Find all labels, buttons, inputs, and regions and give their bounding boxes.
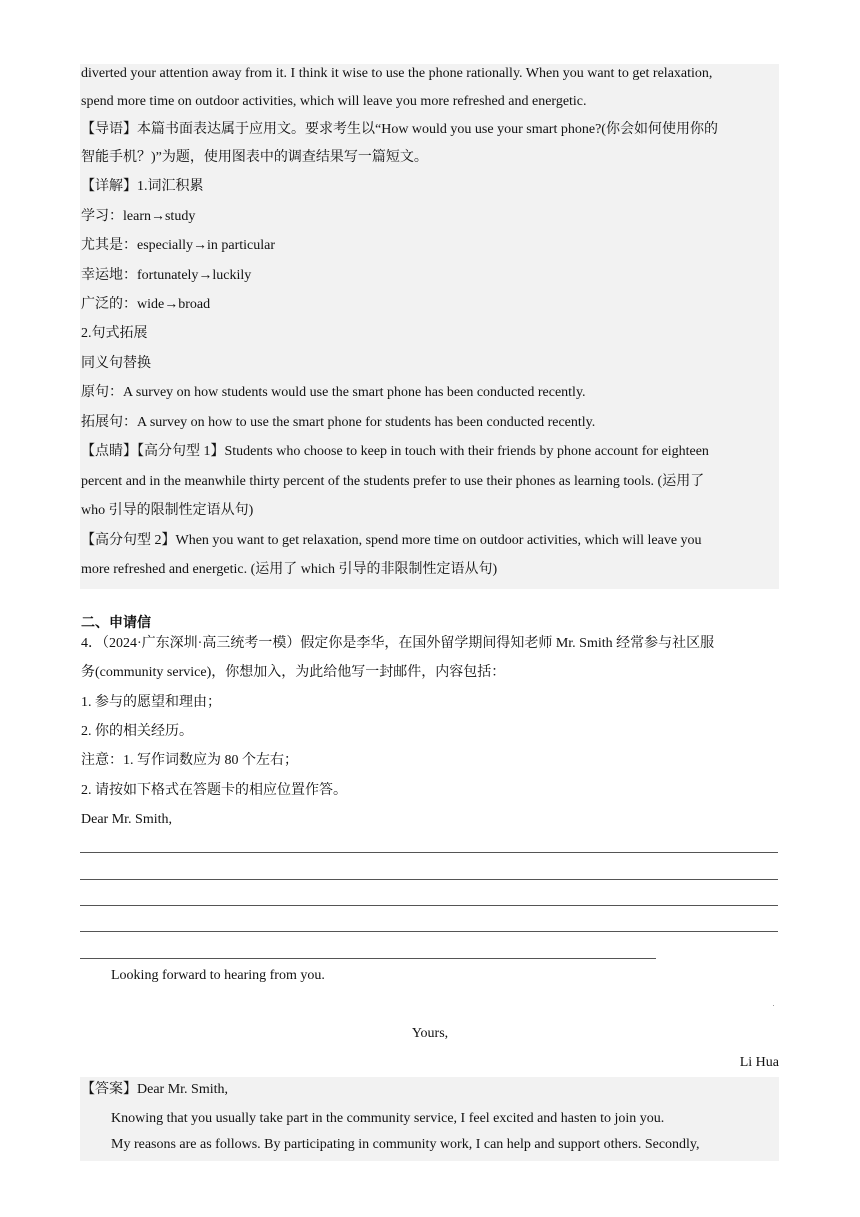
text-line: spend more time on outdoor activities, which will leave you more refreshed and energetic.	[81, 94, 587, 109]
question-line: 注意：1. 写作词数应为 80 个左右；	[81, 753, 298, 768]
text-line: 智能手机？)”为题，使用图表中的调查结果写一篇短文。	[81, 150, 428, 165]
question-line: 2. 你的相关经历。	[81, 724, 193, 739]
text-line: more refreshed and energetic. (运用了 which 引导的非限制性定语从句)	[81, 562, 498, 577]
answer-line: My reasons are as follows. By participating in community work, I can help and support others. Secondly,	[111, 1137, 700, 1152]
signature: Li Hua	[739, 1055, 779, 1070]
question-line: 务(community service)，你想加入，为此给他写一封邮件，内容包括：	[81, 665, 506, 680]
text-line: 【导语】本篇书面表达属于应用文。要求考生以“How would you use your smart phone?(你会如何使用你的	[81, 122, 718, 137]
writing-line	[80, 879, 778, 880]
text-line: 同义句替换	[81, 356, 151, 371]
question-line: 2. 请按如下格式在答题卡的相应位置作答。	[81, 783, 347, 798]
text-line: 拓展句：A survey on how to use the smart phone for students has been conducted recently.	[81, 415, 596, 430]
question-line: 4．（2024·广东深圳·高三统考一模）假定你是李华，在国外留学期间得知老师 Mr. Smith 经常参与社区服	[81, 636, 715, 651]
text-line: 尤其是：especially→in particular	[81, 238, 275, 253]
text-line: 【详解】1.词汇积累	[81, 179, 204, 194]
writing-line	[80, 905, 778, 906]
salutation: Dear Mr. Smith,	[81, 812, 172, 827]
writing-line	[80, 931, 778, 932]
text-line: 广泛的：wide→broad	[81, 297, 211, 312]
closing-line: Looking forward to hearing from you.	[111, 968, 325, 983]
text-line: percent and in the meanwhile thirty percent of the students prefer to use their phones as learning tools. (运用了	[81, 474, 705, 489]
text-line: 学习：learn→study	[81, 209, 196, 224]
dot-mark	[773, 1005, 774, 1006]
writing-line	[80, 852, 778, 853]
answer-line: 【答案】Dear Mr. Smith,	[81, 1082, 228, 1097]
answer-line: Knowing that you usually take part in the community service, I feel excited and hasten to join you.	[111, 1111, 665, 1126]
text-line: diverted your attention away from it. I think it wise to use the phone rationally. When you want to get relaxation,	[81, 66, 713, 81]
yours-line: Yours,	[411, 1026, 449, 1041]
question-line: 1. 参与的愿望和理由；	[81, 695, 221, 710]
text-line: who 引导的限制性定语从句)	[81, 503, 254, 518]
section-heading: 二、申请信	[81, 616, 151, 631]
text-line: 幸运地：fortunately→luckily	[81, 268, 252, 283]
text-line: 【点睛】【高分句型 1】Students who choose to keep in touch with their friends by phone account for eighteen	[81, 444, 709, 459]
text-line: 原句：A survey on how students would use the smart phone has been conducted recently.	[81, 385, 586, 400]
text-line: 2.句式拓展	[81, 326, 148, 341]
text-line: 【高分句型 2】When you want to get relaxation, spend more time on outdoor activities, which will leave you	[81, 533, 702, 548]
writing-line	[80, 958, 656, 959]
